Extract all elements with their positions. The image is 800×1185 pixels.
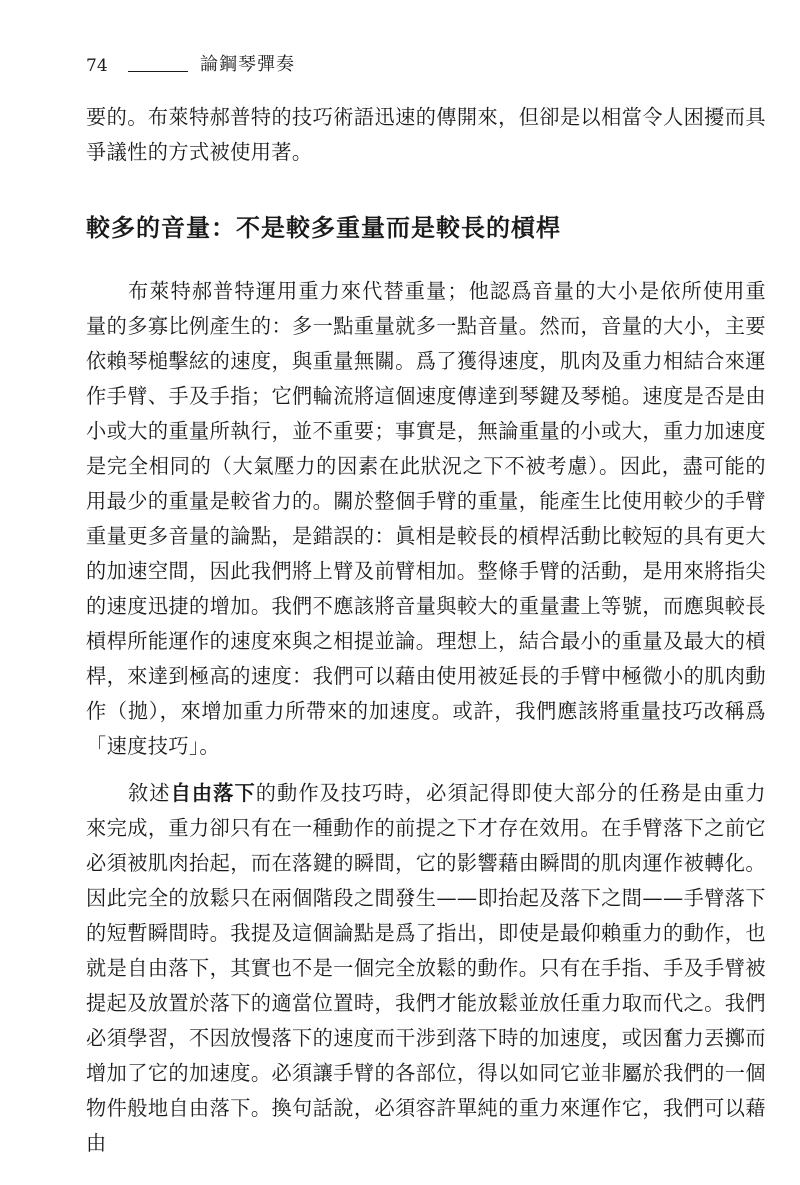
header-rule [128,71,188,72]
paragraph-2-rest: 的動作及技巧時，必須記得即使大部分的任務是由重力來完成，重力卻只有在一種動作的前提之下才存在效用。在手臂落下之前它必須被肌肉抬起，而在落鍵的瞬間，它的影響藉由瞬間的肌肉運作被轉化。因此完全的放鬆只在兩個階段之間發生——即抬起及落下之間——手臂落下的短暫瞬間時。我提及這個論點是爲了指出，即使是最仰賴重力的動作，也就是自由落下，其實也不是一個完全放鬆的動作。只有在手指、手及手臂被提起及放置於落下的適當位置時，我們才能放鬆並放任重力取而代之。我們必須學習，不因放慢落下的速度而干涉到落下時的加速度，或因奮力丟擲而增加了它的加速度。必須讓手臂的各部位，得以如同它並非屬於我們的一個物件般地自由落下。換句話說，必須容許單純的重力來運作它，我們可以藉由 [86,781,767,1155]
paragraph-2 [86,776,766,1161]
paragraph-2-lead: 敘述 [128,781,171,805]
running-title: 論鋼琴彈奏 [200,54,295,75]
running-header [86,50,295,76]
paragraph-2-emphasis: 自由落下 [170,781,256,805]
carryover-paragraph: 要的。布萊特郝普特的技巧術語迅速的傳開來，但卻是以相當令人困擾而具爭議性的方式被使用著。 [86,105,766,164]
page-body [86,100,766,1161]
page-number: 74 [86,56,108,76]
paragraph-1: 布萊特郝普特運用重力來代替重量；他認爲音量的大小是依所使用重量的多寡比例產生的：多一點重量就多一點音量。然而，音量的大小，主要依賴琴槌擊絃的速度，與重量無關。爲了獲得速度，肌肉及重力相結合來運作手臂、手及手指；它們輪流將這個速度傳達到琴鍵及琴槌。速度是否是由小或大的重量所執行，並不重要；事實是，無論重量的小或大，重力加速度是完全相同的（大氣壓力的因素在此狀況之下不被考慮）。因此，盡可能的用最少的重量是較省力的。關於整個手臂的重量，能產生比使用較少的手臂重量更多音量的論點，是錯誤的：眞相是較長的槓桿活動比較短的具有更大的加速空間，因此我們將上臂及前臂相加。整條手臂的活動，是用來將指尖的速度迅捷的增加。我們不應該將音量與較大的重量畫上等號，而應與較長槓桿所能運作的速度來與之相提並論。理想上，結合最小的重量及最大的槓桿，來達到極高的速度：我們可以藉由使用被延長的手臂中極微小的肌肉動作（拋），來增加重力所帶來的加速度。或許，我們應該將重量技巧改稱爲「速度技巧」。 [86,279,766,758]
section-heading: 較多的音量：不是較多重量而是較長的槓桿 [86,213,561,242]
